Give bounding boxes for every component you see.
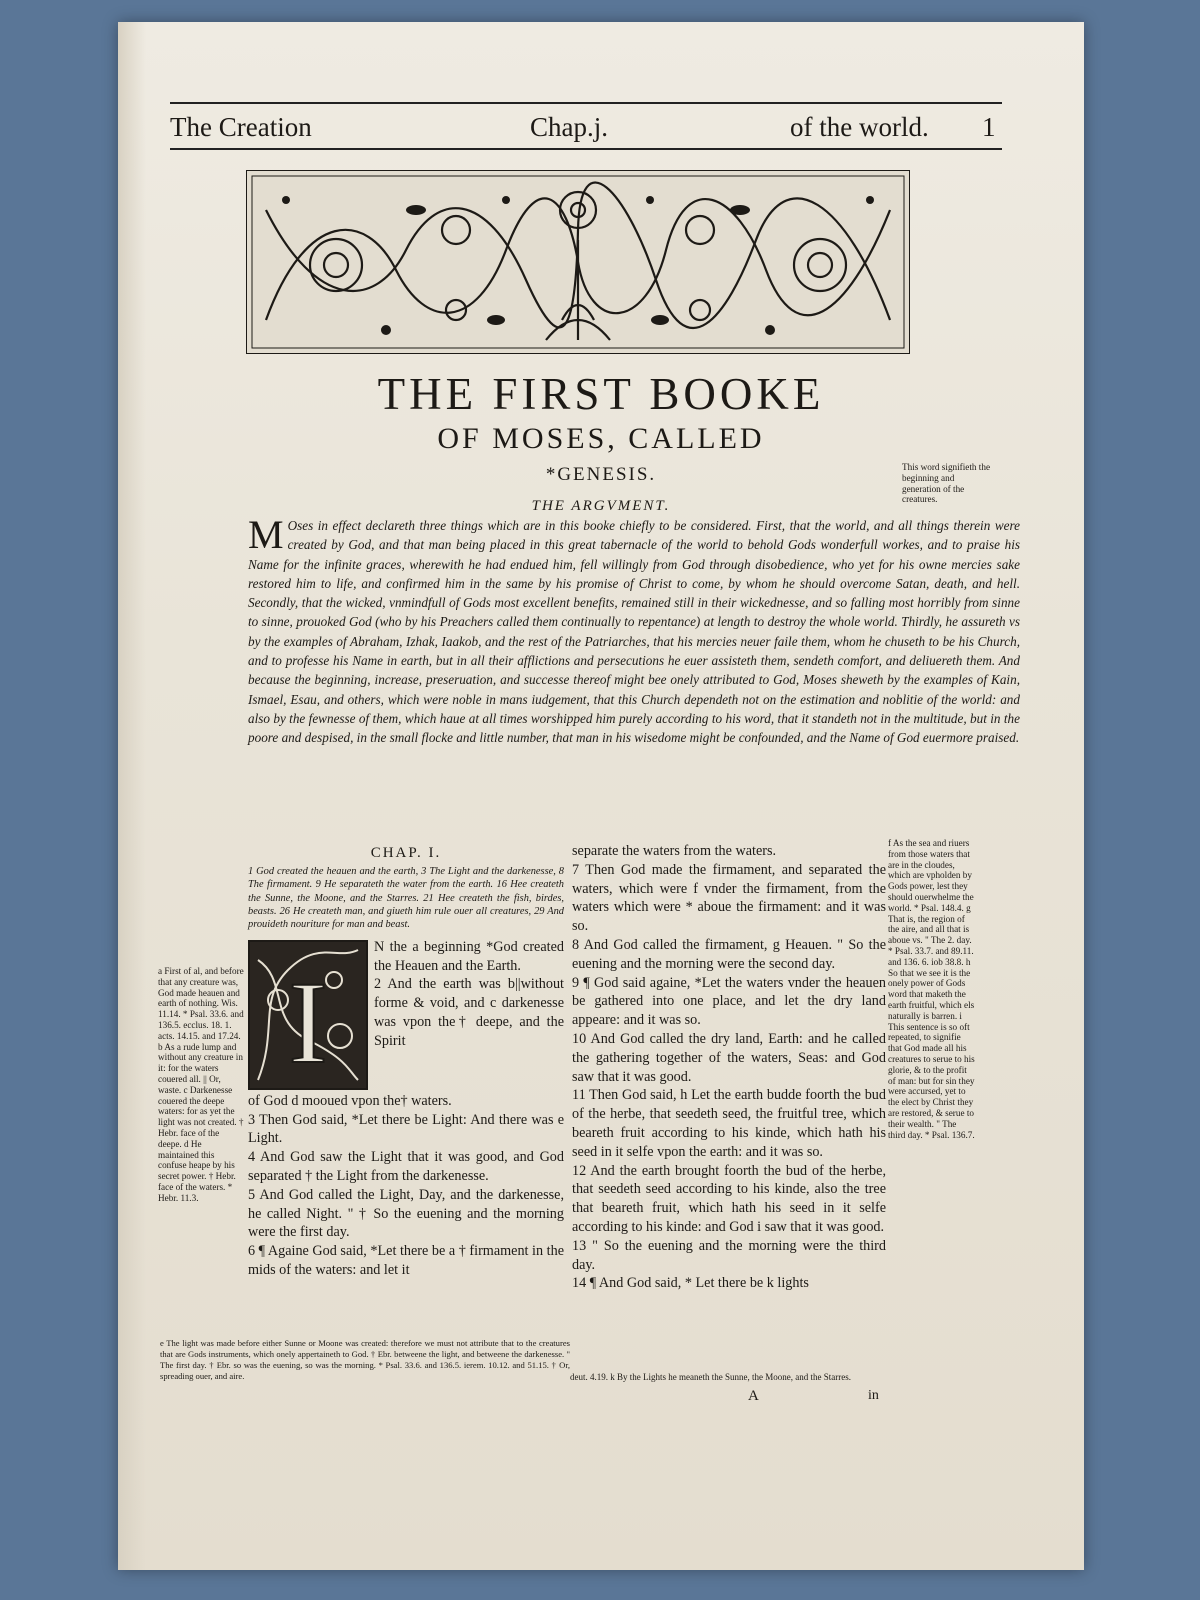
book-title-genesis: *GENESIS. (545, 464, 657, 485)
running-head-left: The Creation (170, 112, 312, 142)
book-title-line1: THE FIRST BOOKE (377, 369, 825, 419)
verse-one-block (248, 938, 564, 1092)
verse-12: 12 And the earth brought foorth the bud of the herbe, that seedeth seed according to his kinde, also the tree that beareth fruit, which hath his seed in it selfe according to his kinde: and God i saw that it was good. (572, 1162, 886, 1235)
initial-letter: I (288, 956, 328, 1088)
signature-mark: A (748, 1388, 759, 1404)
verse-one-two-text (374, 938, 564, 1051)
running-head-right: of the world. (790, 112, 929, 142)
argument-body: Oses in effect declareth three things which are in this booke chiefly to be considered. First, that the world, and all things therein were created by God, and that man being placed in this great tabernacle of the world to behold Gods wonderfull workes, and to praise his Name for the infinite graces, wherewith he had endued him, fell willingly from God through disobedience, who yet for his owne mercies sake restored him to life, and confirmed him in the same by his promise of Christ to come, by whom he should overcome Satan, death, and hell. Secondly, that the wicked, vnmindfull of Gods most excellent benefits, remained still in their wickednesse, and so falling most horribly from sinne to sinne, prouoked God (who by his Preachers called them continually to repentance) at length to destroy the whole world. Thirdly, he assureth vs by the examples of Abraham, Izhak, Iaakob, and the rest of the Patriarches, that his mercies neuer faile them, whom he chuseth to be his Church, and to professe his Name in earth, but in all their afflictions and persecutions he euer assisteth them, sendeth comfort, and deliuereth them. And because the beginning, increase, preseruation, and successe thereof might bee onely attributed to God, Moses sheweth by the examples of Kain, Ismael, Esau, and others, which were noble in mans iudgement, that this Church dependeth not on the estimation and noblitie of the world: and also by the fewnesse of them, which haue at all times worshipped him purely according to his word, that it standeth not in the multitude, but in the poore and despised, in the small flocke and little number, that man in his wisedome might be confounded, and the Name of God euermore praised. (248, 518, 1020, 746)
footnote-right: deut. 4.19. k By the Lights he meaneth the Sunne, the Moone, and the Starres. (570, 1372, 851, 1382)
book-title-line2: OF MOSES, CALLED (437, 422, 765, 455)
page-number: 1 (982, 112, 996, 142)
verse-line: of God d mooued vpon the† waters. (248, 1092, 452, 1109)
verse-14: 14 ¶ And God said, * Let there be k lights (572, 1275, 809, 1292)
genesis-margin-note: This word signifieth the beginning and generation of the creatures. (902, 462, 991, 505)
bible-page (118, 22, 1084, 1570)
left-column (248, 844, 564, 1280)
verse-2-start: 2 And the earth was b||without forme & void, and c darkenesse was vpon the† deepe, and the Spirit (374, 976, 564, 1049)
verse-6-end: separate the waters from the waters. (572, 843, 777, 859)
verse-13: 13 " So the euening and the morning were the third day. (572, 1237, 886, 1273)
running-head-chapter: Chap.j. (530, 112, 608, 142)
chapter-heading: CHAP. I. (370, 845, 442, 861)
verse-7: 7 Then God made the firmament, and separated the waters, which were f vnder the firmament, from the waters which were * aboue the firmament: and it was so. (572, 861, 886, 935)
argument-initial: M (248, 512, 284, 557)
verse-8: 8 And God called the firmament, g Heauen. " So the euening and the morning were the second day. (572, 936, 886, 972)
ornamental-initial-i (248, 940, 368, 1090)
verse-6: 6 ¶ Againe God said, *Let there be a † firmament in the mids of the waters: and let it (248, 1243, 564, 1278)
verse-9: 9 ¶ God said againe, *Let the waters vnder the heauen be gathered into one place, and let the dry land appeare: and it was so. (572, 974, 886, 1029)
chapter-summary: 1 God created the heauen and the earth, 3 The Light and the darkenesse, 8 The firmament. 9 He separateth the water from the earth. 16 Hee createth the Sunne, the Moone, and the Starres. 21 Hee createth the fish, birdes, beasts. 26 He createth man, and giueth him rule ouer all creatures, 29 And prouideth nouriture for man and beast. (248, 865, 564, 931)
verse-4: 4 And God saw the Light that it was good, and God separated † the Light from the darkenesse. (248, 1149, 564, 1185)
verse-10: 10 And God called the dry land, Earth: and he called the gathering together of the waters, Seas: and God saw that it was good. (572, 1030, 886, 1085)
verse-3: 3 Then God said, *Let there be Light: And there was e Light. (248, 1111, 564, 1147)
left-margin-notes: a First of al, and before that any creature was, God made heauen and earth of nothing. Wis. 11.14. * Psal. 33.6. and 136.5. ecclus. 18. 1. acts. 14.15. and 17.24. b As a rude lump and without any creature in it: for the waters couered all. || Or, waste. c Darkenesse couered the deepe waters: for as yet the light was not created. † Hebr. face of the deepe. d He maintained this confuse heape by his secret power. † Hebr. face of the waters. * Hebr. 11.3. (158, 966, 244, 1203)
right-column (572, 842, 886, 1293)
argument-heading: THE ARGVMENT. (531, 498, 671, 514)
footnotes-left: e The light was made before either Sunne or Moone was created: therefore we must not attribute that to the creatures that are Gods instruments, which onely appertaineth to God. † Ebr. betweene the light, and betweene the darkenesse. " The first day. † Ebr. so was the euening, so was the morning. * Psal. 33.6. and 136.5. ierem. 10.12. and 51.15. † Or, spreading ouer, and aire. (160, 1338, 570, 1381)
verse-5: 5 And God called the Light, Day, and the darkenesse, he called Night. " † So the euening and the morning were the first day. (248, 1186, 564, 1241)
argument-text (248, 512, 1020, 748)
right-margin-notes: f As the sea and riuers from those waters that are in the cloudes, which are vpholden by Gods power, lest they should ouerwhelme the world. * Psal. 148.4. g That is, the region of the aire, and all that is aboue vs. " The 2. day. * Psal. 33.7. and 89.11. and 136. 6. iob 38.8. h So that we see it is the onely power of Gods word that maketh the earth fruitful, which els naturally is barren. i This sentence is so oft repeated, to signifie that God made all his creatures to serue to his glorie, & to the profit of man: but for sin they were accursed, yet to the elect by Christ they are restored, & serue to their wealth. " The third day. * Psal. 136.7. (888, 838, 975, 1140)
running-head (170, 102, 1002, 150)
verse-11: 11 Then God said, h Let the earth budde foorth the bud of the herbe, that seedeth seed, the fruitful tree, which beareth fruit according to his kinde, which hath his seed in it selfe vpon the earth: and it was so. (572, 1087, 886, 1160)
verse-1: N the a beginning *God created the Heauen and the Earth. (374, 938, 564, 974)
catchword: in (868, 1388, 879, 1403)
floral-headpiece-ornament (246, 170, 910, 354)
